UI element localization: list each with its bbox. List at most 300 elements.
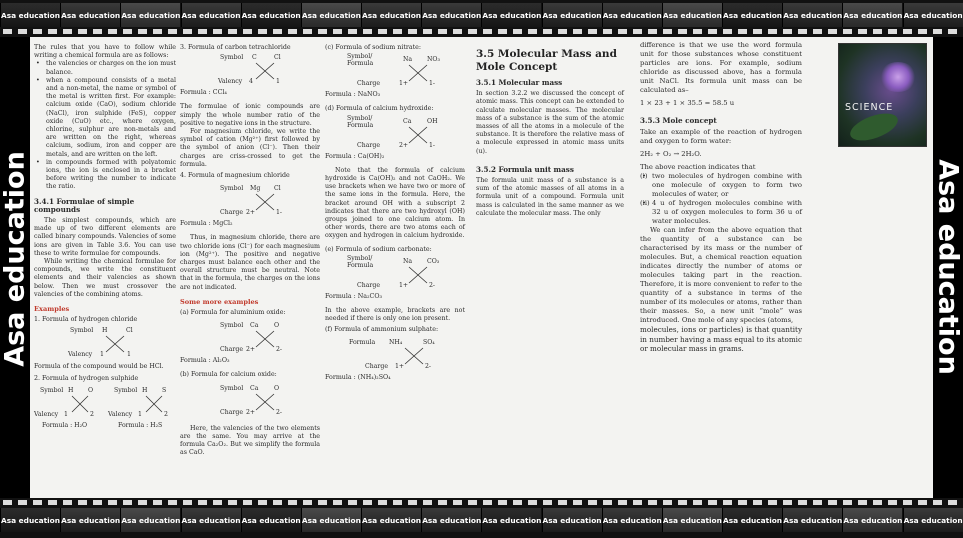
film-perforation <box>213 500 222 505</box>
paragraph: For magnesium chloride, we write the symbol of cation (Mg²⁺) first followed by the symbol of anion (Cl⁻). Then their charges are criss-crossed to get the formula. <box>180 128 320 168</box>
film-perforation <box>798 500 807 505</box>
film-perforation <box>933 29 942 34</box>
film-perforation <box>3 29 12 34</box>
film-perforation <box>333 500 342 505</box>
diagram-value: 4 <box>249 78 253 86</box>
film-perforation <box>3 500 12 505</box>
film-perforation <box>33 500 42 505</box>
diagram-formula: Formula : MgCl₂ <box>180 220 233 228</box>
watermark-tile: Asa education <box>241 508 301 532</box>
diagram-symbol: Ca <box>250 384 259 392</box>
film-perforation <box>753 500 762 505</box>
film-perforation <box>663 500 672 505</box>
film-perforation <box>438 500 447 505</box>
film-perforation <box>933 500 942 505</box>
watermark-tile: Asa education <box>542 508 602 532</box>
film-perforation <box>153 29 162 34</box>
leaf-graphic <box>847 108 902 146</box>
film-perforation <box>618 500 627 505</box>
watermark-tile: Asa education <box>181 508 241 532</box>
diagram-label: Valency <box>218 78 243 86</box>
film-perforation <box>258 29 267 34</box>
diagram-formula: Formula : Al₂O₃ <box>180 357 230 365</box>
watermark-tile: Asa education <box>301 3 361 27</box>
diagram-label: Symbol/ Formula <box>347 53 374 68</box>
film-perforation <box>288 29 297 34</box>
diagram-value: 2+ <box>246 408 256 416</box>
example-title: (d) Formula of calcium hydroxide: <box>325 105 434 113</box>
diagram-symbol: Cl <box>274 185 281 193</box>
film-perforation <box>48 29 57 34</box>
film-perforation <box>258 500 267 505</box>
film-perforation <box>378 500 387 505</box>
bottom-watermark-tiles <box>0 508 963 532</box>
film-perforation <box>678 500 687 505</box>
film-perforation <box>273 29 282 34</box>
film-perforation <box>498 500 507 505</box>
film-perforation <box>588 500 597 505</box>
diagram-value: 2- <box>429 281 436 289</box>
crossover-diagram <box>64 325 154 361</box>
film-perforation <box>858 500 867 505</box>
film-perforation <box>918 29 927 34</box>
diagram-symbol: Ca <box>403 117 412 125</box>
column-4 <box>476 44 624 218</box>
list-item <box>640 199 802 226</box>
diagram-symbol: H <box>142 386 148 394</box>
example-title: 2. Formula of hydrogen sulphide <box>34 374 139 382</box>
film-perforation <box>558 29 567 34</box>
film-perforation <box>768 29 777 34</box>
film-perforation <box>483 500 492 505</box>
paragraph: The formulae of ionic compounds are simply the whole number ratio of the positive to negative ions in the structure. <box>180 103 320 127</box>
film-perforation <box>783 29 792 34</box>
diagram-formula: Formula : NaNO₃ <box>325 91 381 99</box>
film-perforation <box>303 500 312 505</box>
film-perforation <box>138 29 147 34</box>
diagram-value: 1 <box>138 410 142 418</box>
watermark-tile: Asa education <box>361 3 421 27</box>
film-perforation <box>78 500 87 505</box>
diagram-value: 1+ <box>399 281 409 289</box>
column-3 <box>325 44 465 388</box>
diagram-label: Charge <box>365 362 388 370</box>
film-perforation <box>138 500 147 505</box>
watermark-tile: Asa education <box>782 3 842 27</box>
diagram-label: Valency <box>68 350 93 358</box>
diagram-symbol: SO₄ <box>423 338 435 346</box>
film-perforation <box>333 29 342 34</box>
watermark-tile: Asa education <box>421 3 481 27</box>
film-perforation <box>273 500 282 505</box>
diagram-value: 1 <box>127 350 131 358</box>
film-perforation <box>483 29 492 34</box>
watermark-tile: Asa education <box>0 508 60 532</box>
section-heading: 3.5.2 Formula unit mass <box>476 164 574 174</box>
left-watermark-band <box>0 37 30 498</box>
diagram-label: Symbol <box>220 322 244 330</box>
reaction-points <box>640 172 802 226</box>
film-perforation <box>828 29 837 34</box>
film-perforation <box>858 29 867 34</box>
crossover-diagram <box>343 52 453 90</box>
watermark-tile: Asa education <box>361 508 421 532</box>
film-perforation <box>663 29 672 34</box>
watermark-tile: Asa education <box>722 508 782 532</box>
watermark-tile: Asa education <box>301 508 361 532</box>
film-perforation <box>453 29 462 34</box>
paragraph: Note that the formula of calcium hydroxide is Ca(OH)₂ and not CaOH₂. We use brackets when we have two or more of the same ions in the formula. Here, the bracket around OH with a subscript 2 indicates that there are two hydroxyl (OH) groups joined to one calcium atom. In other words, there are two atoms each of oxygen and hydrogen in calcium hydroxide. <box>325 166 465 240</box>
film-perforation <box>813 500 822 505</box>
film-perforation <box>348 500 357 505</box>
film-perforation <box>183 500 192 505</box>
watermark-tile: Asa education <box>481 508 541 532</box>
textbook-page <box>30 37 933 498</box>
film-perforation <box>618 29 627 34</box>
column-1 <box>34 44 176 433</box>
crossover-diagram <box>343 335 453 373</box>
diagram-symbol: NH₄ <box>389 338 403 346</box>
list-item <box>640 172 802 199</box>
film-perforation <box>873 500 882 505</box>
example-title: (b) Formula for calcium oxide: <box>180 371 277 379</box>
crossover-diagram <box>216 183 306 219</box>
film-perforation <box>573 500 582 505</box>
watermark-tile: Asa education <box>0 3 60 27</box>
film-perforation <box>153 500 162 505</box>
watermark-tile: Asa education <box>120 508 180 532</box>
film-perforation <box>738 29 747 34</box>
watermark-tile: Asa education <box>542 3 602 27</box>
crossover-diagram <box>108 385 178 429</box>
watermark-tile: Asa education <box>181 3 241 27</box>
film-perforation <box>708 500 717 505</box>
book-cover-title: SCIENCE <box>845 102 894 113</box>
right-watermark-text: Asa education <box>932 159 963 375</box>
film-perforation <box>528 29 537 34</box>
film-perforation <box>888 29 897 34</box>
crossover-diagram <box>343 114 453 152</box>
film-perforation <box>903 500 912 505</box>
more-examples-label: Some more examples <box>180 297 259 306</box>
film-perforation <box>543 29 552 34</box>
rules-intro: The rules that you have to follow while writing a chemical formula are as follows: <box>34 44 176 60</box>
crossover-diagram <box>216 52 306 88</box>
example-title: 1. Formula of hydrogen chloride <box>34 316 138 324</box>
paragraph: molecules, ions or particles) is that quantity in number having a mass equal to its atomic or molecular mass in grams. <box>640 325 802 354</box>
diagram-label: Charge <box>357 281 380 289</box>
film-perforation <box>423 500 432 505</box>
diagram-value: 2- <box>276 346 283 354</box>
paragraph: Take an example of the reaction of hydrogen and oxygen to form water: <box>640 128 802 145</box>
film-perforation <box>408 29 417 34</box>
top-watermark-tiles <box>0 3 963 27</box>
film-perforation <box>723 500 732 505</box>
film-perforation <box>543 500 552 505</box>
film-perforation <box>243 500 252 505</box>
film-perforation <box>888 500 897 505</box>
film-perforation <box>693 500 702 505</box>
film-perforation <box>78 29 87 34</box>
film-perforation <box>468 29 477 34</box>
diagram-value: 2 <box>164 410 168 418</box>
diagram-label: Charge <box>357 141 380 149</box>
diagram-label: Charge <box>357 80 380 88</box>
diagram-value: 2+ <box>246 346 256 354</box>
watermark-tile: Asa education <box>421 508 481 532</box>
diagram-label: Valency <box>34 410 59 418</box>
crossover-diagram <box>343 254 453 292</box>
diagram-formula: Formula : Ca(OH)₂ <box>325 152 385 160</box>
flower-graphic <box>879 62 917 92</box>
watermark-tile: Asa education <box>722 3 782 27</box>
film-perforation <box>843 500 852 505</box>
diagram-value: 2+ <box>246 209 256 217</box>
film-perforation <box>48 500 57 505</box>
diagram-formula: Formula : (NH₄)₂SO₄ <box>325 373 391 381</box>
film-perforation <box>168 29 177 34</box>
diagram-label: Symbol <box>220 54 244 62</box>
film-perforation <box>393 29 402 34</box>
film-perforation <box>123 29 132 34</box>
film-perforation <box>363 29 372 34</box>
film-perforation <box>678 29 687 34</box>
diagram-formula: Formula : CCl₄ <box>180 89 227 97</box>
diagram-value: 1 <box>100 350 104 358</box>
watermark-tile: Asa education <box>842 508 902 532</box>
list-number: • (i) <box>640 172 648 180</box>
film-perforation <box>108 29 117 34</box>
diagram-value: 1- <box>276 209 283 217</box>
section-heading: 3.5.3 Mole concept <box>640 116 717 125</box>
diagram-label: Charge <box>220 408 243 416</box>
diagram-symbol: O <box>274 322 280 330</box>
film-perforation <box>948 29 957 34</box>
film-perforation <box>558 500 567 505</box>
film-perforation <box>828 500 837 505</box>
film-perforation <box>648 29 657 34</box>
paragraph: Here, the valencies of the two elements are the same. You may arrive at the formula Ca₂O₂. But we simplify the formula as CaO. <box>180 424 320 457</box>
film-perforation <box>813 29 822 34</box>
paragraph: The above reaction indicates that <box>640 163 756 171</box>
top-watermark-strip <box>0 0 963 37</box>
film-perforation <box>528 500 537 505</box>
rules-list <box>34 60 176 191</box>
film-perforation <box>708 29 717 34</box>
film-perforation <box>303 29 312 34</box>
equation: 1 × 23 + 1 × 35.5 = 58.5 u <box>640 99 735 107</box>
diagram-label: Charge <box>220 209 243 217</box>
film-perforation <box>198 29 207 34</box>
example-result: Formula of the compound would be HCl. <box>34 362 164 370</box>
diagram-value: 1+ <box>399 80 409 88</box>
watermark-tile: Asa education <box>60 508 120 532</box>
watermark-tile: Asa education <box>602 508 662 532</box>
diagram-label: Symbol <box>70 326 94 334</box>
list-number: • (ii) <box>640 199 650 207</box>
film-perforation <box>903 29 912 34</box>
diagram-symbol: Ca <box>250 322 259 330</box>
diagram-symbol: Na <box>403 56 413 64</box>
list-text: two molecules of hydrogen combine with one molecule of oxygen to form two molecules of water, or <box>652 172 802 198</box>
film-perforation <box>723 29 732 34</box>
crossover-diagram <box>34 385 104 429</box>
film-perforation <box>843 29 852 34</box>
film-perforations <box>0 29 963 34</box>
watermark-tile: Asa education <box>602 3 662 27</box>
diagram-symbol: NO₃ <box>427 56 440 64</box>
diagram-label: Charge <box>220 346 243 354</box>
film-perforation <box>423 29 432 34</box>
list-item: • in compounds formed with polyatomic ions, the ion is enclosed in a bracket before writing the number to indicate the ratio. <box>34 159 176 192</box>
diagram-symbol: O <box>274 384 280 392</box>
diagram-symbol: Mg <box>250 185 261 193</box>
diagram-formula: Formula : H₂S <box>118 421 163 429</box>
diagram-symbol: C <box>252 54 257 62</box>
film-perforation <box>318 29 327 34</box>
film-perforation <box>288 500 297 505</box>
film-perforation <box>633 29 642 34</box>
film-perforation <box>378 29 387 34</box>
diagram-value: 2- <box>276 408 283 416</box>
section-heading: 3.5.1 Molecular mass <box>476 78 563 87</box>
watermark-tile: Asa education <box>241 3 301 27</box>
section-title: 3.5 Molecular Mass and Mole Concept <box>476 48 617 73</box>
film-perforation <box>18 500 27 505</box>
film-perforation <box>783 500 792 505</box>
paragraph: In section 3.2.2 we discussed the concept of atomic mass. This concept can be extended to calculate molecular masses. The molecular mass of a substance is the sum of the atomic masses of all the atoms in a molecule of the substance. It is therefore the relative mass of a molecule expressed in atomic mass units (u). <box>476 90 624 155</box>
paragraph: While writing the chemical formulae for compounds, we write the constituent elements and their valencies as shown below. Then we must crossover the valencies of the combining atoms. <box>34 258 176 298</box>
film-perforation <box>648 500 657 505</box>
film-perforation <box>18 29 27 34</box>
left-watermark-text: Asa education <box>0 151 31 367</box>
watermark-tile: Asa education <box>842 3 902 27</box>
film-perforation <box>753 29 762 34</box>
diagram-formula: Formula : Na₂CO₃ <box>325 292 383 300</box>
watermark-tile: Asa education <box>60 3 120 27</box>
watermark-tile: Asa education <box>662 508 722 532</box>
list-item: • when a compound consists of a metal and a non-metal, the name or symbol of the metal is written first. For example: calcium oxide (CaO), sodium chloride (NaCl), iron sulphide (FeS), copper oxide (CuO) etc., where oxygen, chlorine, sulphur are non-metals and are written on the right, whereas calcium, sodium, iron and copper are metals, and are written on the left. <box>34 77 176 159</box>
crossover-diagram <box>216 320 306 356</box>
book-cover-image <box>838 43 927 147</box>
film-perforation <box>243 29 252 34</box>
diagram-label: Formula <box>349 338 376 346</box>
example-title: 4. Formula of magnesium chloride <box>180 172 290 180</box>
diagram-formula: Formula : H₂O <box>42 421 88 429</box>
example-title: (c) Formula of sodium nitrate: <box>325 44 422 51</box>
film-perforations <box>0 500 963 505</box>
film-perforation <box>798 29 807 34</box>
film-perforation <box>453 500 462 505</box>
diagram-symbol: O <box>88 386 94 394</box>
diagram-label: Valency <box>108 410 133 418</box>
list-text: 4 u of hydrogen molecules combine with 32 u of oxygen molecules to form 36 u of water molecules. <box>652 199 802 225</box>
film-perforation <box>468 500 477 505</box>
diagram-symbol: Na <box>403 257 413 265</box>
film-perforation <box>198 500 207 505</box>
film-perforation <box>123 500 132 505</box>
diagram-label: Symbol <box>220 185 244 193</box>
diagram-label: Symbol <box>40 386 64 394</box>
crossover-diagram <box>216 383 306 419</box>
diagram-symbol: H <box>102 326 108 334</box>
example-title: (e) Formula of sodium carbonate: <box>325 245 432 253</box>
film-perforation <box>768 500 777 505</box>
film-perforation <box>393 500 402 505</box>
film-perforation <box>183 29 192 34</box>
diagram-value: 1 <box>276 78 280 86</box>
examples-label: Examples <box>34 305 70 314</box>
diagram-value: 1 <box>64 410 68 418</box>
paragraph: In the above example, brackets are not needed if there is only one ion present. <box>325 307 465 323</box>
film-perforation <box>228 29 237 34</box>
diagram-label: Symbol <box>114 386 138 394</box>
film-perforation <box>588 29 597 34</box>
film-perforation <box>168 500 177 505</box>
film-perforation <box>603 500 612 505</box>
diagram-value: 2 <box>90 410 94 418</box>
film-perforation <box>438 29 447 34</box>
diagram-symbol: S <box>162 386 167 394</box>
watermark-tile: Asa education <box>120 3 180 27</box>
diagram-label: Symbol/ Formula <box>347 114 374 129</box>
diagram-symbol: H <box>68 386 74 394</box>
diagram-symbol: CO₃ <box>427 257 440 265</box>
film-perforation <box>603 29 612 34</box>
film-perforation <box>213 29 222 34</box>
diagram-symbol: Cl <box>126 326 133 334</box>
paragraph: difference is that we use the word formula unit for those substances whose constituent particles are ions. For example, sodium chloride as discussed above, has a formula unit NaCl. Its formula unit mass can be calculated as– <box>640 41 802 94</box>
column-2 <box>180 44 320 457</box>
diagram-value: 1+ <box>395 362 405 370</box>
watermark-tile: Asa education <box>481 3 541 27</box>
watermark-tile: Asa education <box>903 3 963 27</box>
right-watermark-band <box>933 37 963 498</box>
film-perforation <box>228 500 237 505</box>
film-perforation <box>633 500 642 505</box>
diagram-value: 1- <box>429 80 436 88</box>
watermark-tile: Asa education <box>782 508 842 532</box>
diagram-value: 1- <box>429 141 436 149</box>
film-perforation <box>573 29 582 34</box>
film-perforation <box>108 500 117 505</box>
diagram-value: 2- <box>425 362 432 370</box>
diagram-symbol: OH <box>427 117 438 125</box>
diagram-label: Symbol/ Formula <box>347 254 374 269</box>
section-heading: 3.4.1 Formulae of simple compounds <box>34 196 135 214</box>
film-perforation <box>408 500 417 505</box>
example-title: 3. Formula of carbon tetrachloride <box>180 44 291 51</box>
equation: 2H₂ + O₂ → 2H₂O. <box>640 150 702 158</box>
bottom-watermark-strip <box>0 498 963 538</box>
film-perforation <box>93 29 102 34</box>
paragraph: The simplest compounds, which are made up of two different elements are called binary compounds. Valencies of some ions are given in Table 3.6. You can use these to write formulae for compounds. <box>34 217 176 257</box>
film-perforation <box>693 29 702 34</box>
film-perforation <box>918 500 927 505</box>
diagram-pair <box>34 383 176 433</box>
diagram-value: 2+ <box>399 141 409 149</box>
film-perforation <box>63 29 72 34</box>
diagram-label: Symbol <box>220 384 244 392</box>
film-perforation <box>513 29 522 34</box>
film-perforation <box>93 500 102 505</box>
film-perforation <box>63 500 72 505</box>
film-perforation <box>318 500 327 505</box>
watermark-tile: Asa education <box>662 3 722 27</box>
film-perforation <box>363 500 372 505</box>
film-perforation <box>348 29 357 34</box>
film-perforation <box>738 500 747 505</box>
